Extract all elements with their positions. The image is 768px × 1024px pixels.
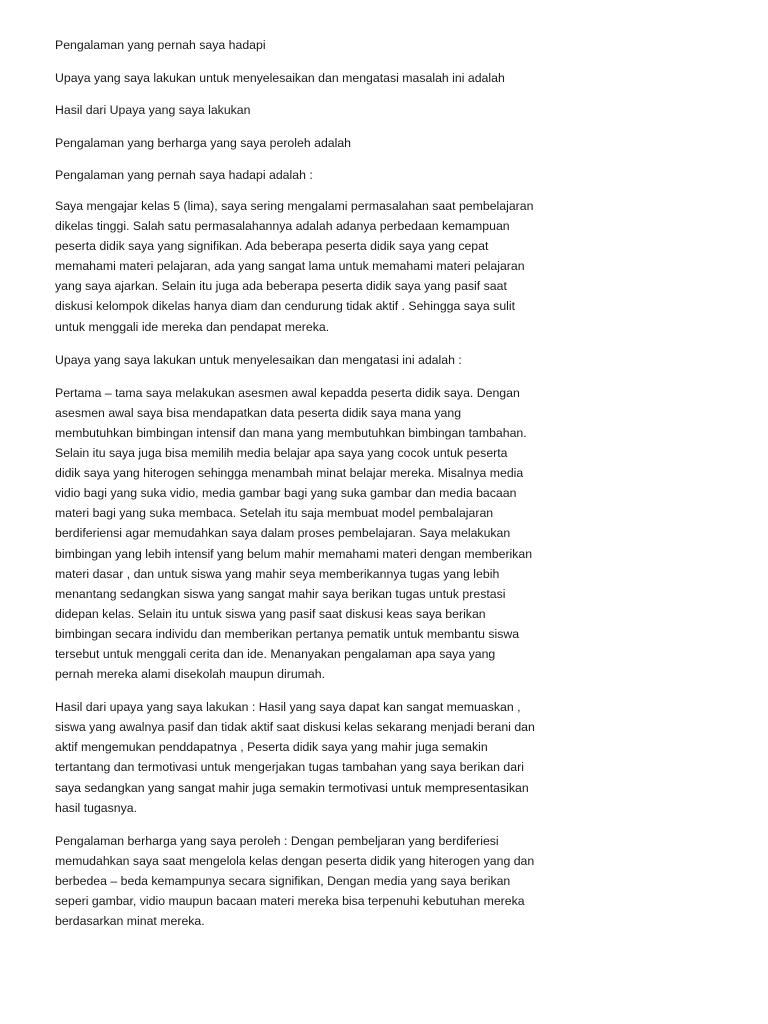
heading-hasil: Hasil dari Upaya yang saya lakukan xyxy=(55,103,251,117)
paragraph-lessons: Pengalaman berharga yang saya peroleh : Dengan pembeljaran yang berdiferiesi memudahkan saya saat mengelola kelas dengan peserta didik yang hiterogen yang dan berbedea – beda kemampunya secara signifikan, Dengan media yang saya berikan seperi gambar, vidio maupun bacaan materi mereka bisa terpenuhi kebutuhan mereka berdasarkan minat mereka. xyxy=(55,833,535,929)
document-page xyxy=(55,36,535,944)
paragraph-solution: Pertama – tama saya melakukan asesmen awal kepadda peserta didik saya. Dengan asesmen awal saya bisa mendapatkan data peserta didik saya mana yang membutuhkan bimbingan intensif dan mana yang membutuhkan bimbingan tambahan. Selain itu saya juga bisa memilih media belajar apa saya yang cocok untuk peserta didik saya yang hiterogen sehingga menambah minat belajar mereka. Misalnya media vidio bagi yang suka vidio, media gambar bagi yang suka gambar dan media bacaan materi bagi yang suka membaca. Setelah itu saja membuat model pembalajaran berdiferiensi agar memudahkan saya dalam proses pembelajaran. Saya melakukan bimbingan yang lebih intensif yang belum mahir memahami materi dengan memberikan materi dasar , dan untuk siswa yang mahir seya memberikannya tugas yang lebih menantang sedangkan siswa yang sangat mahir saya berikan tugas untuk prestasi didepan kelas. Selain itu untuk siswa yang pasif saat diskusi keas saya berikan bimbingan secara individu dan memberikan pertanya pematik untuk membantu siswa tersebut untuk menggali cerita dan ide. Menanyakan pengalaman apa saya yang pernah mereka alami disekolah maupun dirumah. xyxy=(55,385,533,682)
paragraph-results: Hasil dari upaya yang saya lakukan : Hasil yang saya dapat kan sangat memuaskan , siswa yang awalnya pasif dan tidak aktif saat diskusi kelas sekarang menjadi berani dan aktif mengemukan penddapatnya , Peserta didik saya yang mahir juga semakin tertantang dan termotivasi untuk mengerjakan tugas tambahan yang saya berikan dari saya sedangkan yang sangat mahir juga semakin termotivasi untuk mempresentasikan hasil tugasnya. xyxy=(55,700,535,815)
heading-upaya: Upaya yang saya lakukan untuk menyelesaikan dan mengatasi masalah ini adalah xyxy=(55,70,505,85)
heading-pengalaman: Pengalaman yang pernah saya hadapi xyxy=(55,38,266,52)
paragraph-problem: Saya mengajar kelas 5 (lima), saya sering mengalami permasalahan saat pembelajaran dikelas tinggi. Salah satu permasalahannya adalah adanya perbedaan kemampuan peserta didik saya yang signifikan. Ada beberapa peserta didik saya yang cepat memahami materi pelajaran, ada yang sangat lama untuk memahami materi pelajaran yang saya ajarkan. Selain itu juga ada beberapa peserta didik saya yang pasif saat diskusi kelompok dikelas hanya diam dan cendurung tidak aktif . Sehingga saya sulit untuk menggali ide mereka dan pendapat mereka. xyxy=(55,199,534,334)
paragraph-upaya-intro: Upaya yang saya lakukan untuk menyelesaikan dan mengatasi ini adalah : xyxy=(55,352,462,367)
heading-pengalaman-adalah: Pengalaman yang pernah saya hadapi adalah : xyxy=(55,168,313,182)
heading-pengalaman-berharga: Pengalaman yang berharga yang saya peroleh adalah xyxy=(55,135,352,150)
